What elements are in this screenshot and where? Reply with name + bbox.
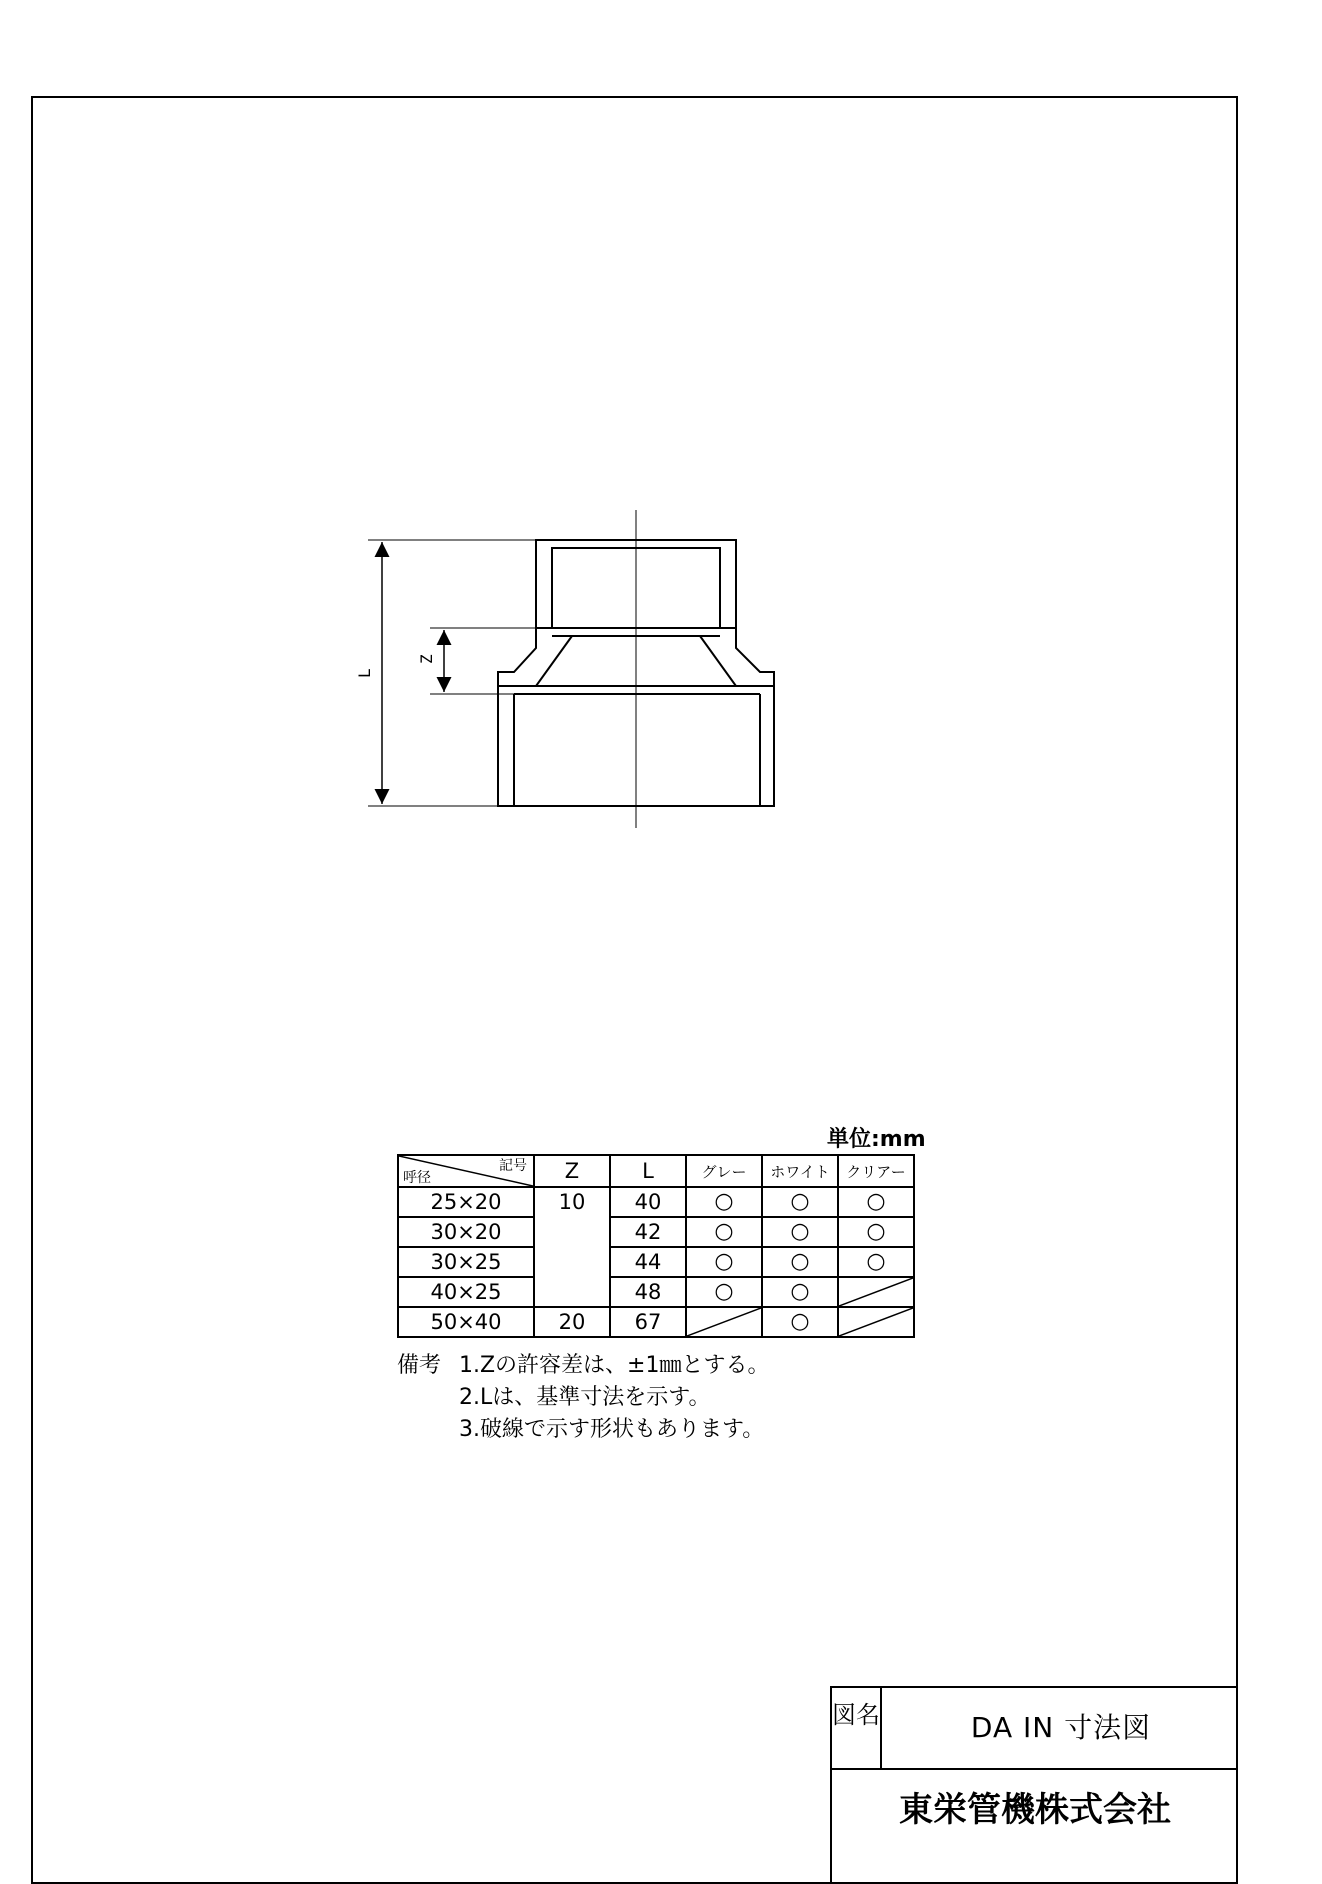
spec-table [397, 1154, 915, 1338]
l-cell: 44 [610, 1247, 686, 1277]
not-available-cell [838, 1277, 914, 1307]
size-cell: 40×25 [398, 1277, 534, 1307]
size-cell: 25×20 [398, 1187, 534, 1217]
avail-cell: ○ [838, 1187, 914, 1217]
header-symbol-label: 記号 [499, 1158, 527, 1174]
avail-cell: ○ [838, 1247, 914, 1277]
header-z: Z [534, 1155, 610, 1187]
not-available-cell [686, 1307, 762, 1337]
dimension-Z-label: Z [417, 654, 436, 664]
avail-cell: ○ [762, 1187, 838, 1217]
note-item: 2.Lは、基準寸法を示す。 [459, 1385, 711, 1410]
avail-cell: ○ [686, 1247, 762, 1277]
header-clear: クリアー [838, 1155, 914, 1187]
avail-cell: ○ [838, 1217, 914, 1247]
note-item: 1.Zの許容差は、±1㎜とする。 [459, 1353, 770, 1378]
z-cell: 20 [534, 1307, 610, 1337]
unit-label: 単位:mm [827, 1127, 926, 1152]
size-cell: 30×25 [398, 1247, 534, 1277]
avail-cell: ○ [686, 1187, 762, 1217]
dimension-L-label: L [355, 668, 374, 678]
avail-cell: ○ [762, 1277, 838, 1307]
table-row [398, 1307, 914, 1337]
table-row [398, 1217, 914, 1247]
header-size-label: 呼径 [403, 1170, 431, 1186]
avail-cell: ○ [762, 1217, 838, 1247]
table-row [398, 1187, 914, 1217]
size-cell: 50×40 [398, 1307, 534, 1337]
l-cell: 48 [610, 1277, 686, 1307]
header-gray: グレー [686, 1155, 762, 1187]
size-cell: 30×20 [398, 1217, 534, 1247]
l-cell: 67 [610, 1307, 686, 1337]
avail-cell: ○ [686, 1277, 762, 1307]
notes-label: 備考 [397, 1353, 442, 1378]
notes [397, 1350, 770, 1446]
header-white: ホワイト [762, 1155, 838, 1187]
l-cell: 40 [610, 1187, 686, 1217]
table-row [398, 1247, 914, 1277]
title-block [830, 1686, 1238, 1884]
table-row [398, 1277, 914, 1307]
header-l: L [610, 1155, 686, 1187]
avail-cell: ○ [762, 1307, 838, 1337]
l-cell: 42 [610, 1217, 686, 1247]
avail-cell: ○ [762, 1247, 838, 1277]
avail-cell: ○ [686, 1217, 762, 1247]
header-diagonal-cell [398, 1155, 534, 1187]
z-cell: 10 [534, 1187, 610, 1307]
note-item: 3.破線で示す形状もあります。 [459, 1417, 765, 1442]
title-block-label: 図名 [832, 1688, 882, 1768]
table-header-row [398, 1155, 914, 1187]
company-name: 東栄管機株式会社 [899, 1790, 1171, 1830]
drawing-name: DA IN 寸法図 [970, 1711, 1152, 1744]
not-available-cell [838, 1307, 914, 1337]
